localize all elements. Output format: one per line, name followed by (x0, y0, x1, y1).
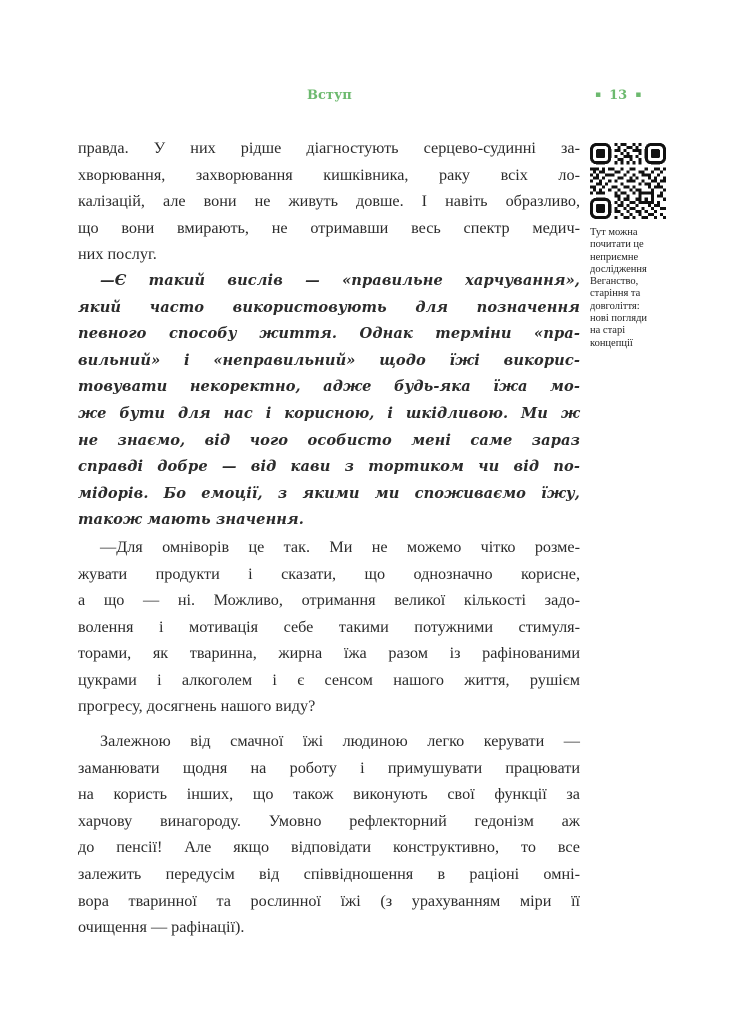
text-line: що вони вмирають, не отримавши весь спектр медич- (78, 218, 580, 237)
caption-line: довголіття: (590, 300, 640, 312)
text-line: товувати некоректно, адже будь-яка їжа мо- (78, 378, 580, 396)
page-number: 13 (609, 88, 628, 103)
caption-line: старіння та (590, 288, 641, 300)
qr-code-icon[interactable] (590, 143, 666, 219)
text-line: вора тваринної та рослинної їжі (з урахуванням міри її (78, 891, 580, 910)
text-line: калізацій, але вони не живуть довше. І навіть образливо, (78, 192, 580, 211)
interview-question (78, 268, 580, 534)
paragraph (78, 135, 580, 268)
text-line: очищення — рафінації). (78, 918, 245, 937)
text-line: а що — ні. Можливо, отримання великої кількості задо- (78, 591, 580, 610)
text-line: вильний» і «неправильний» щодо їжі викорис- (78, 351, 580, 369)
text-line: правда. У них рідше діагностують серцево-судинні за- (78, 139, 580, 157)
text-line: —Є такий вислів — «правильне харчування», (100, 271, 580, 289)
paragraph (78, 728, 580, 941)
text-line: також мають значення. (78, 511, 304, 529)
text-line: заманювати щодня на роботу і примушувати працювати (78, 758, 580, 777)
section-title: Вступ (307, 88, 352, 103)
page-number-group (595, 88, 641, 103)
running-head (0, 88, 733, 108)
interview-answer (78, 534, 580, 720)
text-line: прогресу, досягнень нашого виду? (78, 697, 316, 716)
text-line: —Для омніворів це так. Ми не можемо чітко розме- (100, 537, 580, 556)
text-line: цукрами і алкоголем і є сенсом нашого життя, рушієм (78, 670, 580, 689)
caption-line: почитати це (590, 239, 644, 251)
bullet-icon: ▪ (595, 90, 602, 100)
text-line: хворювання, захворювання кишківника, раку всіх ло- (78, 165, 580, 184)
text-line: Залежною від смачної їжі людиною легко керувати — (100, 732, 580, 751)
body-text (78, 135, 580, 941)
text-line: харчову винагороду. Умовно рефлекторний гедонізм аж (78, 811, 580, 830)
caption-line: неприємне (590, 251, 639, 263)
text-line: же бути для нас і корисною, і шкідливою. Ми ж (78, 404, 580, 422)
text-line: них послуг. (78, 245, 157, 264)
caption-line: на старі (590, 325, 626, 337)
caption-line: Тут можна (590, 227, 638, 238)
caption-line: концепції (590, 337, 633, 349)
caption-line: Веганство, (590, 276, 639, 288)
text-line: до пенсії! Але якщо відповідати конструктивно, то все (78, 838, 580, 857)
text-line: торами, як тваринна, жирна їжа разом із рафінованими (78, 644, 580, 663)
text-line: справді добре — від кави з тортиком чи від по- (78, 458, 580, 476)
text-line: на користь інших, що також виконують свої функції за (78, 785, 580, 804)
text-line: не знаємо, від чого особисто мені саме зараз (78, 431, 580, 449)
text-line: волення і мотивація себе такими потужними стимуля- (78, 617, 580, 636)
text-line: певного способу життя. Однак терміни «пра- (78, 325, 580, 343)
text-line: мідорів. Бо емоції, з якими ми споживаємо їжу, (78, 484, 580, 502)
caption-line: дослідження (590, 263, 647, 275)
text-line: залежить передусім від співвідношення в раціоні омні- (78, 865, 580, 884)
caption-line: нові погляди (590, 313, 648, 325)
text-line: який часто використовують для позначення (78, 298, 580, 316)
text-line: жувати продукти і сказати, що однозначно корисне, (78, 564, 580, 583)
qr-caption (590, 227, 670, 350)
sidebar-note (590, 143, 670, 350)
bullet-icon: ▪ (635, 90, 642, 100)
